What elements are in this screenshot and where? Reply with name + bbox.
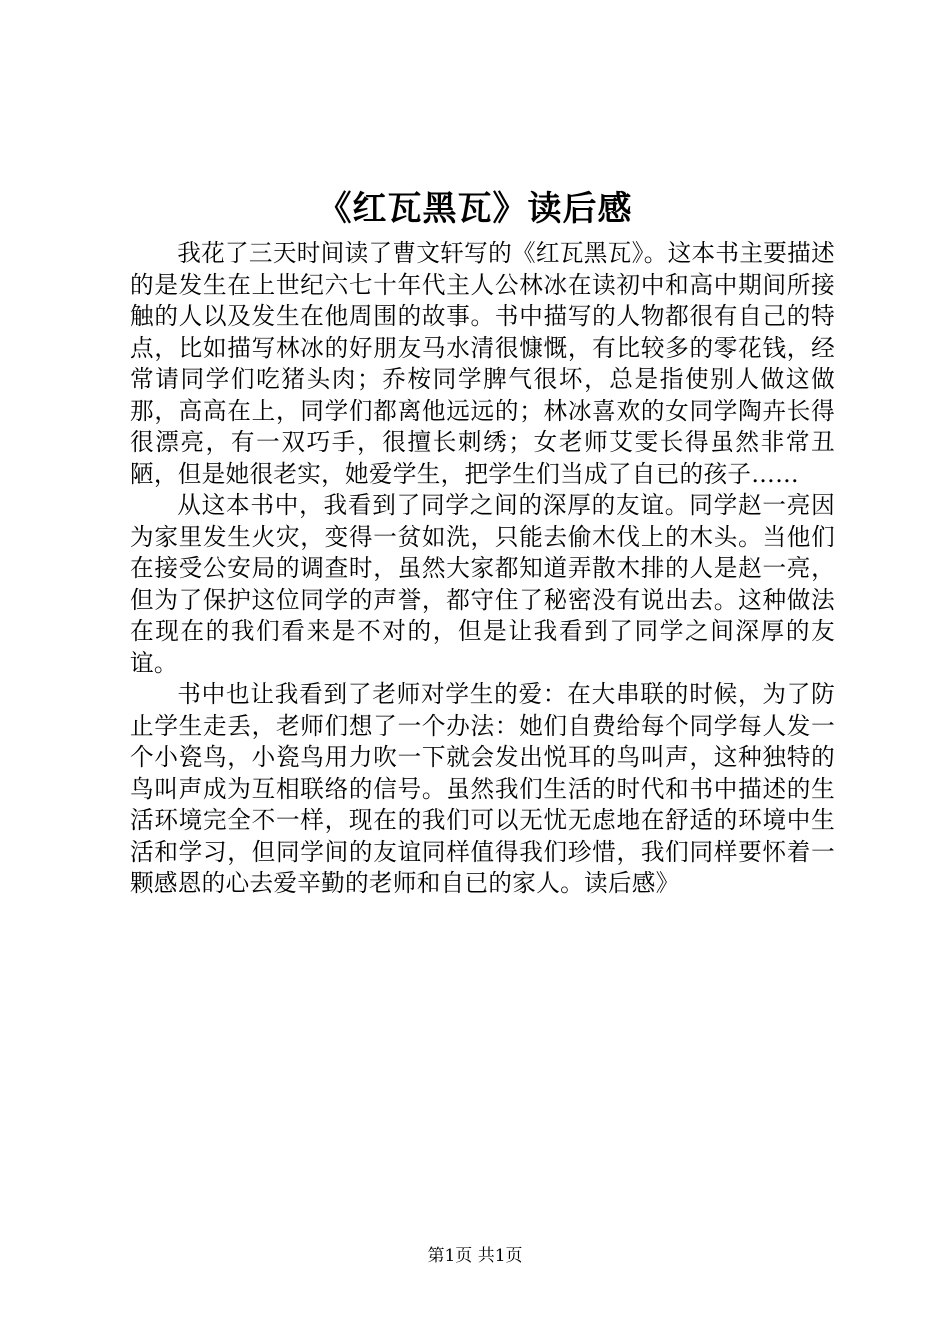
paragraph-1: 我花了三天时间读了曹文轩写的《红瓦黑瓦》。这本书主要描述的是发生在上世纪六七十年代主人公林冰在读初中和高中期间所接触的人以及发生在他周围的故事。书中描写的人物都很有自己的特点，比如描写林冰的好朋友马水清很慷慨，有比较多的零花钱，经常请同学们吃猪头肉；乔桉同学脾气很坏，总是指使别人做这做那，高高在上，同学们都离他远远的；林冰喜欢的女同学陶卉长得很漂亮，有一双巧手，很擅长刺绣；女老师艾雯长得虽然非常丑陋，但是她很老实，她爱学生，把学生们当成了自已的孩子…… bbox=[130, 239, 835, 488]
page-number-footer: 第1页 共1页 bbox=[427, 1246, 523, 1266]
document-title: 《红瓦黑瓦》读后感 bbox=[317, 189, 633, 229]
paragraph-3: 书中也让我看到了老师对学生的爱：在大串联的时候，为了防止学生走丢，老师们想了一个办法：她们自费给每个同学每人发一个小瓷鸟，小瓷鸟用力吹一下就会发出悦耳的鸟叫声，这种独特的鸟叫声成为互相联络的信号。虽然我们生活的时代和书中描述的生活环境完全不一样，现在的我们可以无忧无虑地在舒适的环境中生活和学习，但同学间的友谊同样值得我们珍惜，我们同样要怀着一颗感恩的心去爱辛勤的老师和自已的家人。读后感》 bbox=[130, 680, 835, 897]
paragraph-2: 从这本书中，我看到了同学之间的深厚的友谊。同学赵一亮因为家里发生火灾，变得一贫如洗，只能去偷木伐上的木头。当他们在接受公安局的调查时，虽然大家都知道弄散木排的人是赵一亮，但为了保护这位同学的声誉，都守住了秘密没有说出去。这种做法在现在的我们看来是不对的，但是让我看到了同学之间深厚的友谊。 bbox=[130, 491, 835, 677]
document-body bbox=[130, 238, 835, 900]
